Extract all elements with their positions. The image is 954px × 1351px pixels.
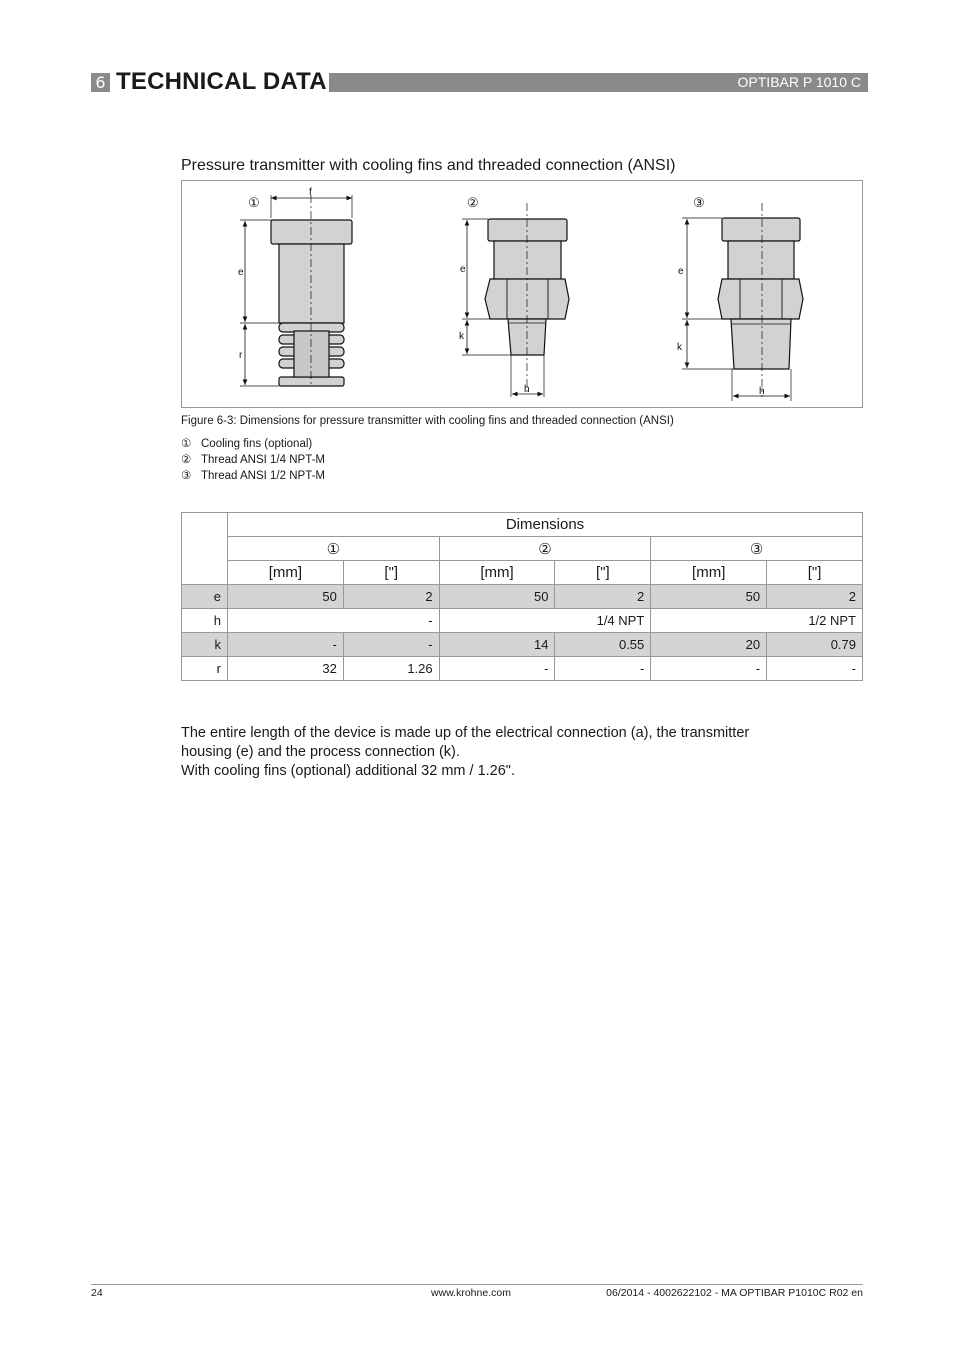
table-cell: 2 (555, 585, 651, 609)
table-cell: - (343, 633, 439, 657)
unit-header: [mm] (439, 561, 555, 585)
unit-header: ["] (343, 561, 439, 585)
unit-header: [mm] (651, 561, 767, 585)
label-r: r (239, 350, 243, 361)
table-unit-row (182, 561, 863, 585)
table-title: Dimensions (228, 513, 863, 537)
table-cell: 1/4 NPT (439, 609, 651, 633)
table-cell: 0.55 (555, 633, 651, 657)
table-cell: 2 (767, 585, 863, 609)
section-title: Pressure transmitter with cooling fins and threaded connection (ANSI) (181, 157, 676, 174)
group-header: ① (228, 537, 440, 561)
row-label: h (182, 609, 228, 633)
marker-2: ② (467, 195, 479, 210)
body-line: With cooling fins (optional) additional 32 mm / 1.26". (181, 763, 515, 779)
marker-3: ③ (693, 195, 705, 210)
figure-legend (181, 436, 325, 484)
table-row (182, 633, 863, 657)
table-cell: - (228, 609, 440, 633)
legend-item (181, 436, 325, 452)
unit-header: ["] (767, 561, 863, 585)
page-footer (91, 1284, 863, 1299)
unit-header: [mm] (228, 561, 344, 585)
table-cell: 50 (651, 585, 767, 609)
dimensions-table (181, 512, 863, 681)
table-cell: 1.26 (343, 657, 439, 681)
legend-marker: ① (181, 438, 192, 450)
table-cell: 0.79 (767, 633, 863, 657)
label-h-3: h (759, 386, 765, 397)
group-header: ③ (651, 537, 863, 561)
legend-text: Cooling fins (optional) (201, 438, 313, 450)
legend-text: Thread ANSI 1/2 NPT-M (201, 470, 325, 482)
table-corner-cell (182, 513, 228, 585)
body-line: The entire length of the device is made up of the electrical connection (a), the transmitter (181, 725, 750, 741)
label-e-2: e (460, 264, 466, 275)
table-cell: 20 (651, 633, 767, 657)
table-row (182, 657, 863, 681)
table-cell: 32 (228, 657, 344, 681)
table-cell: 50 (228, 585, 344, 609)
unit-header: ["] (555, 561, 651, 585)
footer-document-id: 06/2014 - 4002622102 - MA OPTIBAR P1010C R02 en (606, 1287, 863, 1299)
label-e-1: e (238, 267, 244, 278)
dimension-figure (181, 180, 863, 408)
label-h-2: h (524, 384, 530, 395)
legend-marker: ③ (181, 470, 192, 482)
table-cell: - (439, 657, 555, 681)
row-label: k (182, 633, 228, 657)
table-cell: 14 (439, 633, 555, 657)
page-header (91, 70, 868, 94)
legend-marker: ② (181, 454, 192, 466)
table-cell: - (767, 657, 863, 681)
table-row (182, 585, 863, 609)
chapter-title: TECHNICAL DATA (116, 68, 327, 95)
group-header: ② (439, 537, 651, 561)
table-cell: 50 (439, 585, 555, 609)
table-group-row (182, 537, 863, 561)
body-paragraph (181, 724, 863, 781)
row-label: r (182, 657, 228, 681)
footer-website: www.krohne.com (431, 1287, 511, 1299)
figure-caption: Figure 6-3: Dimensions for pressure transmitter with cooling fins and threaded connection (ANSI) (181, 415, 674, 427)
marker-1: ① (248, 195, 260, 210)
table-header-row (182, 513, 863, 537)
table-row (182, 609, 863, 633)
page-number: 24 (91, 1287, 103, 1299)
chapter-number: 6 (91, 73, 110, 92)
legend-text: Thread ANSI 1/4 NPT-M (201, 454, 325, 466)
body-line: housing (e) and the process connection (k). (181, 744, 460, 760)
table-cell: 2 (343, 585, 439, 609)
table-cell: 1/2 NPT (651, 609, 863, 633)
product-name: OPTIBAR P 1010 C (329, 73, 868, 92)
legend-item (181, 452, 325, 468)
table-cell: - (555, 657, 651, 681)
label-k-3: k (677, 342, 682, 353)
label-k-2: k (459, 331, 464, 342)
label-f: f (309, 187, 312, 198)
legend-item (181, 468, 325, 484)
dimension-drawing (182, 181, 864, 409)
row-label: e (182, 585, 228, 609)
label-e-3: e (678, 266, 684, 277)
table-cell: - (228, 633, 344, 657)
table-cell: - (651, 657, 767, 681)
